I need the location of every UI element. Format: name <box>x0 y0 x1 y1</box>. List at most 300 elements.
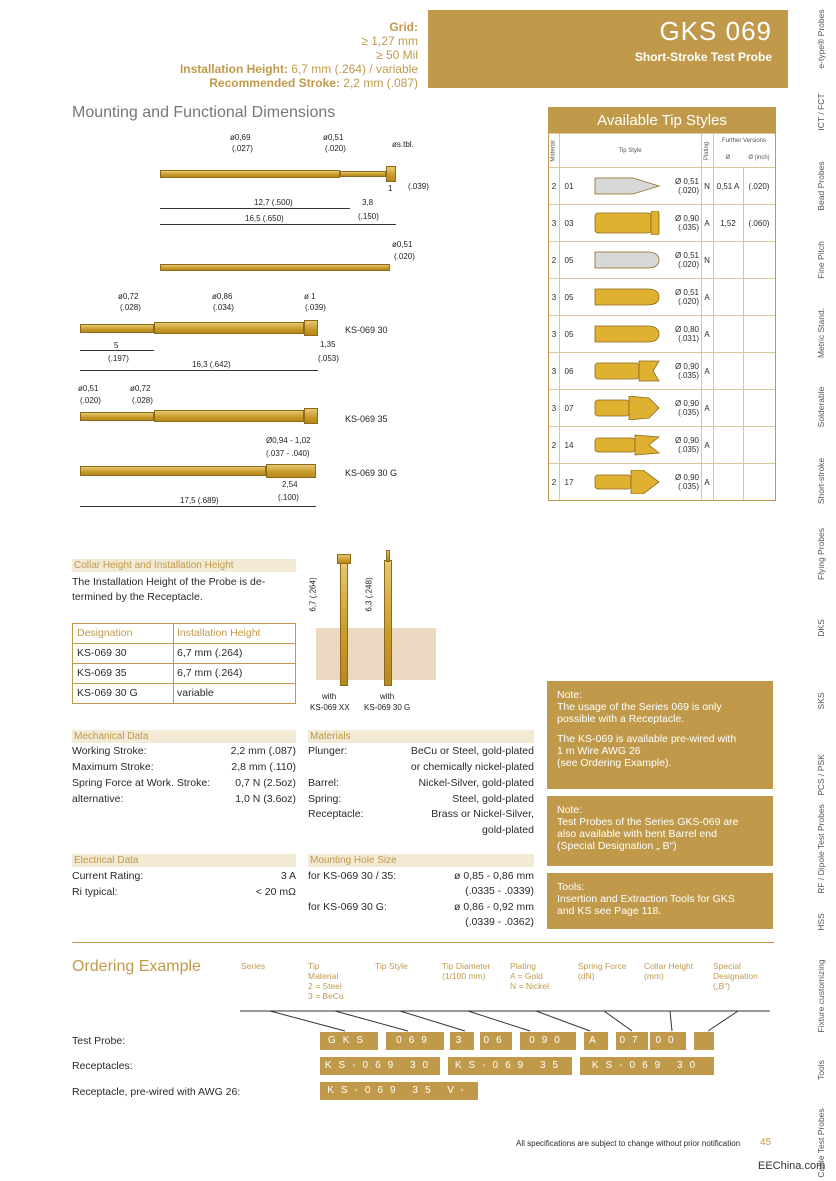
barrel-val: Nickel-Silver, gold-plated <box>418 777 534 789</box>
ord-line: Collar Height <box>644 961 694 971</box>
ord-line: Tip Diameter <box>442 961 491 971</box>
cell-material: 3 <box>551 329 557 339</box>
table-row <box>549 167 775 204</box>
ord-special <box>713 961 758 991</box>
dia: Ø 0,90 <box>674 214 699 223</box>
fig-h1: 6,7 (.264) <box>308 577 318 612</box>
th-designation: Designation <box>77 627 133 639</box>
note1-title: Note: <box>557 689 583 701</box>
current-key: Current Rating: <box>72 870 144 882</box>
table-row <box>549 204 775 241</box>
side-tab-label: Solderable <box>816 386 826 428</box>
ord-spring <box>578 961 627 981</box>
receptacle-3-b <box>266 464 316 478</box>
test-probe-box: 07 <box>616 1032 648 1050</box>
ord-line: („B“) <box>713 981 730 991</box>
ord-line: Material <box>308 971 339 981</box>
r3-l1: 2,54 <box>282 480 298 489</box>
cell-material: 3 <box>551 403 557 413</box>
table-row <box>73 683 295 703</box>
cell-plating: A <box>704 366 710 376</box>
note3-line: and KS see Page 118. <box>557 905 662 917</box>
cell-tip-code: 01 <box>564 181 574 191</box>
r1-d2b: (.034) <box>213 303 234 312</box>
ord-series: Series <box>241 961 266 971</box>
cell-further-1 <box>713 242 743 278</box>
side-tab[interactable] <box>806 223 836 297</box>
ord-plating <box>510 961 549 991</box>
table-row <box>73 663 295 683</box>
page-subtitle: Short-Stroke Test Probe <box>634 50 772 64</box>
side-tab[interactable] <box>806 370 836 444</box>
side-tab[interactable] <box>806 665 836 739</box>
dim-l2: 3,8 <box>362 198 374 207</box>
side-tab[interactable] <box>806 444 836 518</box>
receptacle-val-2: gold-plated <box>482 824 534 836</box>
dia-inch: (.020) <box>678 186 699 195</box>
cell-tip-code: 06 <box>564 366 574 376</box>
cell-further-1 <box>713 353 743 389</box>
table-row <box>73 643 295 663</box>
col-sub1: Ø <box>725 155 731 161</box>
cell-tip-code: 05 <box>564 329 574 339</box>
r3-d1: Ø0,94 - 1,02 <box>266 436 311 445</box>
dim-d5b: (.020) <box>394 252 415 261</box>
cell-plating: A <box>704 477 710 487</box>
receptacle-2-name: KS-069 35 <box>345 414 388 424</box>
cell-plating: A <box>704 440 710 450</box>
tip-style-icon <box>593 433 661 457</box>
side-tab-label: Tools <box>816 1059 826 1080</box>
dia: Ø 0,80 <box>674 325 699 334</box>
receptacle-box-1: KS-069 30 <box>320 1057 440 1075</box>
mech-key: Spring Force at Work. Stroke: <box>72 777 211 789</box>
table-row <box>549 352 775 389</box>
dim-l1: 12,7 (.500) <box>254 198 293 207</box>
electrical-title: Electrical Data <box>72 854 296 867</box>
tip-style-icon <box>593 248 661 272</box>
r1-l2: 1,35 <box>320 340 336 349</box>
test-probe-label: Test Probe: <box>72 1035 126 1047</box>
ord-line: (mm) <box>644 971 664 981</box>
receptacle-2-b <box>154 410 304 422</box>
r1-l1b: (.197) <box>108 354 129 363</box>
cell-plating: A <box>704 403 710 413</box>
dim-d4b: (.039) <box>408 182 429 191</box>
col-plating: Plating <box>704 141 711 160</box>
cell: KS-069 30 <box>77 647 127 659</box>
cell: 6,7 mm (.264) <box>177 667 243 679</box>
side-tab-label: Short-stroke <box>816 457 826 504</box>
collar-title: Collar Height and Installation Height <box>72 559 296 572</box>
dia-inch: (.020) <box>678 260 699 269</box>
spring-key: Spring: <box>308 793 342 805</box>
plunger-key: Plunger: <box>308 745 348 757</box>
r1-d2: ø0,86 <box>212 292 233 301</box>
mech-key: alternative: <box>72 793 124 805</box>
receptacle-1-c <box>304 320 318 336</box>
side-tab-label: SKS <box>816 692 826 710</box>
note-box-1 <box>547 681 773 789</box>
ord-line: Tip <box>308 961 320 971</box>
ord-line: Spring Force <box>578 961 627 971</box>
fig-cap2a: with <box>380 692 395 701</box>
tip-style-icon <box>593 174 661 198</box>
probe-b-tip <box>386 550 390 562</box>
cell-further-1: 1,52 <box>720 218 736 228</box>
side-tab-label: Flying Probes <box>816 528 826 581</box>
board <box>316 628 436 680</box>
disclaimer: All specifications are subject to change without prior notification <box>516 1139 741 1148</box>
dia: Ø 0,51 <box>674 288 699 297</box>
tip-styles-table <box>548 107 776 501</box>
barrel-key: Barrel: <box>308 777 339 789</box>
current-val: 3 A <box>280 870 296 882</box>
probe-a <box>340 560 348 686</box>
r1-l3: 16,3 (.642) <box>192 360 231 369</box>
dim-d2: ø0,51 <box>323 133 344 142</box>
dia: Ø 0,90 <box>674 362 699 371</box>
cell-material: 2 <box>551 440 557 450</box>
cell-diameter <box>667 427 699 463</box>
test-probe-box: 090 <box>520 1032 576 1050</box>
r3-d1b: (.037 - .040) <box>266 449 310 458</box>
tip-style-icon <box>593 470 661 494</box>
cell-plating: A <box>704 292 710 302</box>
ri-key: Ri typical: <box>72 886 118 898</box>
mech-val: 2,2 mm (.087) <box>230 745 296 757</box>
r1-l1: 5 <box>114 341 119 350</box>
receptacle-val-1: Brass or Nickel-Silver, <box>431 808 534 820</box>
test-probe-box: 069 <box>386 1032 444 1050</box>
cell-material: 2 <box>551 255 557 265</box>
cell-diameter <box>667 464 699 500</box>
mounting-hole-title: Mounting Hole Size <box>308 854 534 867</box>
dia: Ø 0,51 <box>674 177 699 186</box>
probe-tip <box>386 166 396 182</box>
installation-height-value: 6,7 mm (.264) / variable <box>287 62 418 76</box>
dim-l3: 16,5 (.650) <box>245 214 284 223</box>
test-probe-box: GKS <box>320 1032 378 1050</box>
col-tip-style: Tip Style <box>618 147 642 154</box>
test-probe-box: 00 <box>650 1032 686 1050</box>
grid-value-2: ≥ 50 Mil <box>376 48 418 62</box>
cell-further-1 <box>713 316 743 352</box>
probe-barrel <box>160 170 340 178</box>
cell: KS-069 35 <box>77 667 127 679</box>
fig-h2: 6,3 (.248) <box>364 577 374 612</box>
dia-inch: (.020) <box>678 297 699 306</box>
dia: Ø 0,90 <box>674 399 699 408</box>
note-box-2 <box>547 796 773 866</box>
ordering-connector-lines <box>240 1005 780 1035</box>
dia: Ø 0,51 <box>674 251 699 260</box>
page-title: GKS 069 <box>659 16 772 46</box>
r1-l2b: (.053) <box>318 354 339 363</box>
dim-l2b: (.150) <box>358 212 379 221</box>
ord-line: (1/100 mm) <box>442 971 486 981</box>
tip-style-icon <box>593 285 661 309</box>
note1-line: possible with a Receptacle. <box>557 713 685 725</box>
mech-title: Mechanical Data <box>72 730 296 743</box>
ord-line: Designation <box>713 971 758 981</box>
receptacle-2-a <box>80 412 154 421</box>
dia: Ø 0,90 <box>674 473 699 482</box>
grid-label: Grid: <box>389 20 418 34</box>
col-material: Material <box>551 139 557 162</box>
tip-style-icon <box>593 322 661 346</box>
cell-further-2: (.020) <box>748 181 770 191</box>
note3-line: Insertion and Extraction Tools for GKS <box>557 893 735 905</box>
cell-tip-code: 14 <box>564 440 574 450</box>
ri-val: < 20 mΩ <box>255 886 296 898</box>
probe-a-head <box>337 554 351 564</box>
cell-material: 3 <box>551 218 557 228</box>
cell-tip-code: 05 <box>564 255 574 265</box>
r1-d3: ø 1 <box>304 292 316 301</box>
recommended-stroke-value: 2,2 mm (.087) <box>339 76 418 90</box>
cell-diameter <box>667 205 699 241</box>
probe-b <box>384 560 392 686</box>
recommended-stroke-label: Recommended Stroke: <box>209 76 340 90</box>
cell-plating: A <box>704 329 710 339</box>
ord-tip-diameter <box>442 961 490 981</box>
receptacle-box-2: KS-069 35 <box>448 1057 572 1075</box>
r1-d3b: (.039) <box>305 303 326 312</box>
cell-material: 3 <box>551 292 557 302</box>
cell-further-2 <box>743 427 775 463</box>
ord-line: N = Nickel <box>510 981 549 991</box>
th-installation: Installation Height <box>177 627 261 639</box>
cell-diameter <box>667 168 699 204</box>
cell-further-2: (.060) <box>748 218 770 228</box>
cell: 6,7 mm (.264) <box>177 647 243 659</box>
tip-styles-title: Available Tip Styles <box>549 108 775 133</box>
probe-plunger <box>340 171 386 177</box>
receptacle-2-c <box>304 408 318 424</box>
side-tab-label: PCS / PSK <box>816 754 826 796</box>
side-tab[interactable] <box>806 1033 836 1107</box>
side-tab-label: ICT / FCT <box>816 93 826 132</box>
mech-val: 1,0 N (3.6oz) <box>235 793 296 805</box>
header-specs <box>100 20 418 90</box>
materials-title: Materials <box>308 730 534 743</box>
ord-line: A = Gold <box>510 971 543 981</box>
fig-cap1b: KS-069 XX <box>310 703 350 712</box>
cell-further-1 <box>713 464 743 500</box>
ord-tip-style: Tip Style <box>375 961 408 971</box>
r1-d1: ø0,72 <box>118 292 139 301</box>
note1-line: The usage of the Series 069 is only <box>557 701 722 713</box>
note1-line: 1 m Wire AWG 26 <box>557 745 641 757</box>
side-tab-label: DKS <box>816 619 826 637</box>
col-sub2: Ø (inch) <box>748 155 770 161</box>
plunger-val-2: or chemically nickel-plated <box>410 761 534 773</box>
side-tab[interactable] <box>806 2 836 76</box>
dim-d3: øs.tbl. <box>392 140 414 149</box>
ord-line: (dN) <box>578 971 595 981</box>
side-tab-label: HSS <box>816 913 826 932</box>
side-tab-label: e-type® Probes <box>816 9 826 69</box>
r2-d1b: (.020) <box>80 396 101 405</box>
receptacle-3-name: KS-069 30 G <box>345 468 398 478</box>
dia-inch: (.035) <box>678 408 699 417</box>
cell-further-2 <box>743 390 775 426</box>
side-tab-label: Fixture customizing <box>816 959 826 1033</box>
cell-further-1 <box>713 279 743 315</box>
cell-diameter <box>667 353 699 389</box>
title-box <box>428 10 788 88</box>
dia-inch: (.031) <box>678 334 699 343</box>
cell: KS-069 30 G <box>77 687 138 699</box>
cell-further-2 <box>743 242 775 278</box>
side-tab[interactable] <box>806 803 836 894</box>
side-tab[interactable] <box>806 886 836 960</box>
cell-further-1: 0,51 A <box>716 181 740 191</box>
cell-material: 2 <box>551 181 557 191</box>
side-tab-label: RF / Dipole Test Probes <box>816 803 826 894</box>
designation-table <box>72 623 296 704</box>
hole-r2-val2: (.0339 - .0362) <box>465 916 534 928</box>
side-tab[interactable] <box>806 76 836 150</box>
fig-cap1a: with <box>322 692 337 701</box>
side-tab[interactable] <box>806 959 836 1033</box>
designation-header <box>73 624 295 643</box>
prewired-box: KS-069 35 V-26 <box>320 1082 478 1100</box>
dia-inch: (.035) <box>678 371 699 380</box>
dia-inch: (.035) <box>678 445 699 454</box>
note-box-3 <box>547 873 773 929</box>
cell-material: 3 <box>551 366 557 376</box>
cell-diameter <box>667 242 699 278</box>
receptacle-1-a <box>80 324 154 333</box>
side-tab[interactable] <box>806 149 836 223</box>
table-row <box>549 278 775 315</box>
test-probe-box: 06 <box>480 1032 512 1050</box>
hole-r2-key: for KS-069 30 G: <box>308 901 387 913</box>
r2-d2: ø0,72 <box>130 384 151 393</box>
cell-further-1 <box>713 390 743 426</box>
side-tab[interactable] <box>806 738 836 812</box>
cell-diameter <box>667 316 699 352</box>
page-number: 45 <box>760 1137 772 1148</box>
cell-tip-code: 03 <box>564 218 574 228</box>
cell: variable <box>177 687 214 699</box>
side-tab[interactable] <box>806 517 836 591</box>
mech-key: Working Stroke: <box>72 745 147 757</box>
cell-tip-code: 05 <box>564 292 574 302</box>
fig-cap2b: KS-069 30 G <box>364 703 411 712</box>
note3-title: Tools: <box>557 881 585 893</box>
dimension-drawings <box>70 128 470 528</box>
cell-material: 2 <box>551 477 557 487</box>
side-tab[interactable] <box>806 591 836 665</box>
table-row <box>549 389 775 426</box>
ordering-divider <box>72 942 774 943</box>
mech-val: 0,7 N (2.5oz) <box>235 777 296 789</box>
collar-text-1: The Installation Height of the Probe is de- <box>72 576 266 588</box>
tip-style-icon <box>593 359 661 383</box>
cell-further-2 <box>743 279 775 315</box>
r3-l1b: (.100) <box>278 493 299 502</box>
cell-plating: A <box>704 218 710 228</box>
dim-d2b: (.020) <box>325 144 346 153</box>
r1-d1b: (.028) <box>120 303 141 312</box>
prewired-label: Receptacle, pre-wired with AWG 26: <box>72 1086 241 1098</box>
dim-d1: ø0,69 <box>230 133 251 142</box>
cell-further-1 <box>713 427 743 463</box>
receptacle-3-a <box>80 466 266 476</box>
dia: Ø 0,90 <box>674 436 699 445</box>
collar-text-2: termined by the Receptacle. <box>72 591 203 603</box>
cell-further-2 <box>743 464 775 500</box>
note1-line: (see Ordering Example). <box>557 757 672 769</box>
note2-line: Test Probes of the Series GKS-069 are <box>557 816 739 828</box>
side-tab-label: Fine Pitch <box>816 240 826 279</box>
side-tab[interactable] <box>806 297 836 371</box>
table-row <box>549 241 775 278</box>
hole-r1-key: for KS-069 30 / 35: <box>308 870 397 882</box>
hole-r2-val1: ø 0,86 - 0,92 mm <box>454 901 534 913</box>
ord-tip-material <box>308 961 344 1001</box>
cell-plating: N <box>704 181 710 191</box>
tip-style-icon <box>593 211 661 235</box>
collar-figure <box>300 540 440 715</box>
hole-r1-val2: (.0335 - .0339) <box>465 885 534 897</box>
tip-style-icon <box>593 396 661 420</box>
table-row <box>549 315 775 352</box>
ord-line: 3 = BeCu <box>308 991 344 1001</box>
dia-inch: (.035) <box>678 223 699 232</box>
mech-val: 2,8 mm (.110) <box>231 761 296 773</box>
installation-height-label: Installation Height: <box>179 62 288 76</box>
note1-line: The KS-069 is available pre-wired with <box>557 733 737 745</box>
cell-further-2 <box>743 353 775 389</box>
receptacles-label: Receptacles: <box>72 1060 133 1072</box>
dim-d1b: (.027) <box>232 144 253 153</box>
receptacle-key: Receptacle: <box>308 808 364 820</box>
cell-further-2 <box>743 316 775 352</box>
spring-val: Steel, gold-plated <box>452 793 534 805</box>
cell-tip-code: 07 <box>564 403 574 413</box>
side-tab-label: Cable Test Probes <box>816 1108 826 1178</box>
receptacle-1-name: KS-069 30 <box>345 325 388 335</box>
table-row <box>549 426 775 463</box>
ord-line: 2 = Steel <box>308 981 342 991</box>
grid-value-1: ≥ 1,27 mm <box>361 34 418 48</box>
note2-line: (Special Designation „ B“) <box>557 840 677 852</box>
cell-tip-code: 17 <box>564 477 574 487</box>
ordering-title: Ordering Example <box>72 958 201 975</box>
table-row <box>549 463 775 500</box>
cell-diameter <box>667 279 699 315</box>
probe-2 <box>160 264 390 271</box>
mech-key: Maximum Stroke: <box>72 761 154 773</box>
side-tab-label: Bead Probes <box>816 161 826 211</box>
test-probe-box: A <box>584 1032 608 1050</box>
receptacle-1-b <box>154 322 304 334</box>
r3-l2: 17,5 (.689) <box>180 496 219 505</box>
hole-r1-val1: ø 0,85 - 0,86 mm <box>454 870 534 882</box>
plunger-val-1: BeCu or Steel, gold-plated <box>410 745 534 757</box>
note2-line: also available with bent Barrel end <box>557 828 717 840</box>
ord-line: Special <box>713 961 741 971</box>
note2-title: Note: <box>557 804 583 816</box>
watermark: EEChina.com <box>758 1160 826 1172</box>
cell-plating: N <box>704 255 710 265</box>
tip-table-header <box>549 133 775 167</box>
receptacle-box-3: KS-069 30 G <box>580 1057 714 1075</box>
